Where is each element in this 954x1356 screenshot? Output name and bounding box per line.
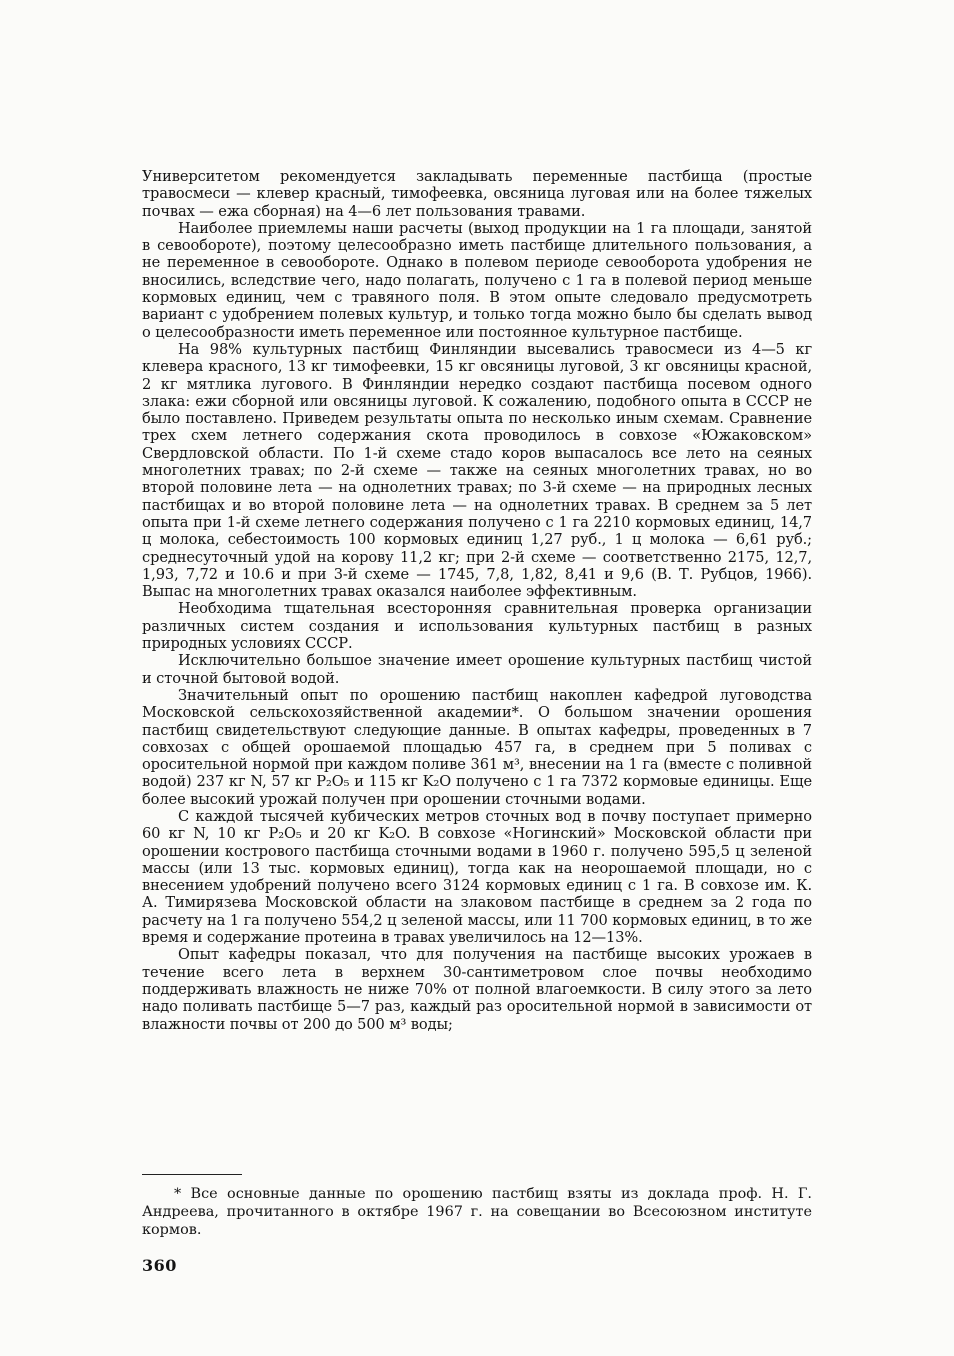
- paragraph-7: С каждой тысячей кубических метров сточных вод в почву поступает примерно 60 кг N, 10 кг P₂O₅ и 20 кг K₂O. В совхозе «Ногинский» Московской области при орошении кострового пастбища сточными водами в 1960 г. получено 595,5 ц зеленой массы (или 13 тыс. кормовых единиц), тогда как на неорошаемой площади, но с внесением удобрений получено всего 3124 кормовых единиц с 1 га. В совхозе им. К. А. Тимирязева Московской области на злаковом пастбище в среднем за 2 года по расчету на 1 га получено 554,2 ц зеленой массы, или 11 700 кормовых единиц, в то же время и содержание протеина в травах увеличилось на 12—13%.: [142, 807, 812, 947]
- footnote-divider: [142, 1174, 242, 1175]
- paragraph-4: Необходима тщательная всесторонняя сравнительная проверка организации различных систем создания и использования культурных пастбищ в разных природных условиях СССР.: [142, 600, 812, 653]
- footnote: * Все основные данные по орошению пастбищ взяты из доклада проф. Н. Г. Андреева, прочитанного в октябре 1967 г. на совещании во Всесоюзном институте кормов.: [142, 1186, 812, 1238]
- paragraph-8: Опыт кафедры показал, что для получения на пастбище высоких урожаев в течение всего лета в верхнем 30-сантиметровом слое почвы необходимо поддерживать влажность не ниже 70% от полной влагоемкости. В силу этого за лето надо поливать пастбище 5—7 раз, каждый раз оросительной нормой в зависимости от влажности почвы от 200 до 500 м³ воды;: [142, 946, 812, 1033]
- page-number: 360: [142, 1256, 177, 1275]
- paragraph-1: Университетом рекомендуется закладывать переменные пастбища (простые травосмеси — клевер красный, тимофеевка, овсяница луговая или на более тяжелых почвах — ежа сборная) на 4—6 лет пользования травами.: [142, 168, 812, 220]
- main-text: [142, 168, 812, 1033]
- paragraph-3: На 98% культурных пастбищ Финляндии высевались травосмеси из 4—5 кг клевера красного, 13 кг тимофеевки, 15 кг овсяницы луговой, 3 кг овсяницы красной, 2 кг мятлика лугового. В Финляндии нередко создают пастбища посевом одного злака: ежи сборной или овсяницы луговой. К сожалению, подобного опыта в СССР не было поставлено. Приведем результаты опыта по несколько иным схемам. Сравнение трех схем летнего содержания скота проводилось в совхозе «Южаковском» Свердловской области. По 1-й схеме стадо коров выпасалось все лето на сеяных многолетних травах; по 2-й схеме — также на сеяных многолетних травах, но во второй половине лета — на однолетних травах; по 3-й схеме — на природных лесных пастбищах и во второй половине лета — на однолетних травах. В среднем за 5 лет опыта при 1-й схеме летнего содержания получено с 1 га 2210 кормовых единиц, 14,7 ц молока, себестоимость 100 кормовых единиц 1,27 руб., 1 ц молока — 6,61 руб.; среднесуточный удой на корову 11,2 кг; при 2-й схеме — соответственно 2175, 12,7, 1,93, 7,72 и 10.6 и при 3-й схеме — 1745, 7,8, 1,82, 8,41 и 9,6 (В. Т. Рубцов, 1966). Выпас на многолетних травах оказался наиболее эффективным.: [142, 340, 812, 601]
- paragraph-6: Значительный опыт по орошению пастбищ накоплен кафедрой луговодства Московской сельскохозяйственной академии*. О большом значении орошения пастбищ свидетельствуют следующие данные. В опытах кафедры, проведенных в 7 совхозах с общей орошаемой площадью 457 га, в среднем при 5 поливах с оросительной нормой при каждом поливе 361 м³, внесении на 1 га (вместе с поливной водой) 237 кг N, 57 кг P₂O₅ и 115 кг K₂O получено с 1 га 7372 кормовые единицы. Еще более высокий урожай получен при орошении сточными водами.: [142, 686, 812, 808]
- paragraph-2: Наиболее приемлемы наши расчеты (выход продукции на 1 га площади, занятой в севообороте), поэтому целесообразно иметь пастбище длительного пользования, а не переменное в севообороте. Однако в полевом периоде севооборота удобрения не вносились, вследствие чего, надо полагать, получено с 1 га в полевой период меньше кормовых единиц, чем с травяного поля. В этом опыте следовало предусмотреть вариант с удобрением полевых культур, и только тогда можно было бы сделать вывод о целесообразности иметь переменное или постоянное культурное пастбище.: [142, 219, 812, 341]
- paragraph-5: Исключительно большое значение имеет орошение культурных пастбищ чистой и сточной бытовой водой.: [142, 652, 812, 687]
